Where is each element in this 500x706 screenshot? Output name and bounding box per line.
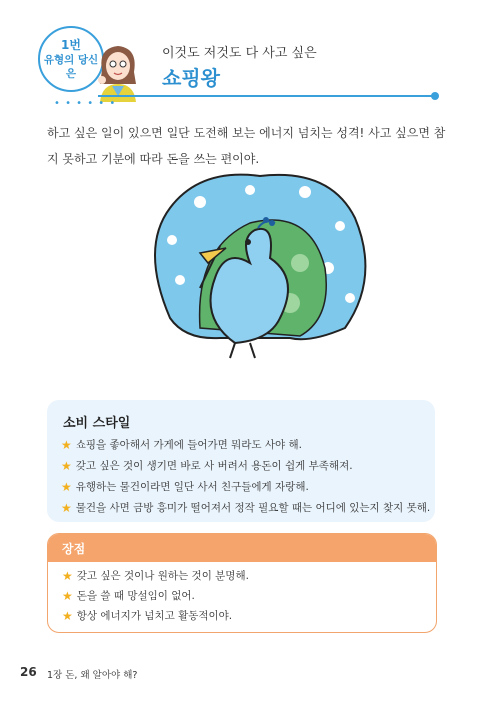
list-item [62,566,436,586]
badge-number: 1번 [61,37,81,52]
list-item [61,456,430,477]
peacock-illustration [140,168,380,368]
star-icon: ★ [61,501,72,515]
page-number: 26 [20,665,37,679]
star-icon: ★ [61,438,72,452]
star-icon: ★ [61,459,72,473]
list-item [61,477,430,498]
list-item-text: 갖고 싶은 것이나 원하는 것이 분명해. [76,570,249,582]
header-divider [98,95,434,97]
page-title: 쇼핑왕 [162,66,220,90]
list-item [61,498,430,519]
merits-list [62,566,436,626]
decorative-dots: • • • • • • [54,98,117,109]
consumption-style-box [47,400,435,522]
character-portrait [92,40,144,102]
star-icon: ★ [61,480,72,494]
list-item-text: 쇼핑을 좋아해서 가게에 들어가면 뭐라도 사야 해. [75,439,302,451]
merits-box [47,533,437,633]
star-icon: ★ [62,569,73,583]
list-item-text: 유행하는 물건이라면 일단 사서 친구들에게 자랑해. [75,481,309,493]
intro-paragraph: 하고 싶은 일이 있으면 일단 도전해 보는 에너지 넘치는 성격! 사고 싶으면 참지 못하고 기분에 따라 돈을 쓰는 편이야. [47,126,446,166]
badge-label: 유형의 당신은 [43,53,99,81]
merits-title: 장점 [48,534,436,562]
list-item [62,586,436,606]
chapter-title: 1장 돈, 왜 알아야 해? [47,670,138,681]
star-icon: ★ [62,609,73,623]
list-item-text: 갖고 싶은 것이 생기면 바로 사 버려서 용돈이 쉽게 부족해져. [75,460,353,472]
list-item [61,435,430,456]
star-icon: ★ [62,589,73,603]
list-item-text: 돈을 쓸 때 망설임이 없어. [76,590,195,602]
consumption-style-list [61,435,430,519]
consumption-style-title: 소비 스타일 [63,416,131,431]
list-item-text: 물건을 사면 금방 흥미가 떨어져서 정작 필요할 때는 어디에 있는지 찾지 못해. [75,502,431,514]
divider-end-dot [431,92,439,100]
list-item [62,606,436,626]
list-item-text: 항상 에너지가 넘치고 활동적이야. [76,610,233,622]
page-subtitle: 이것도 저것도 다 사고 싶은 [162,46,317,61]
